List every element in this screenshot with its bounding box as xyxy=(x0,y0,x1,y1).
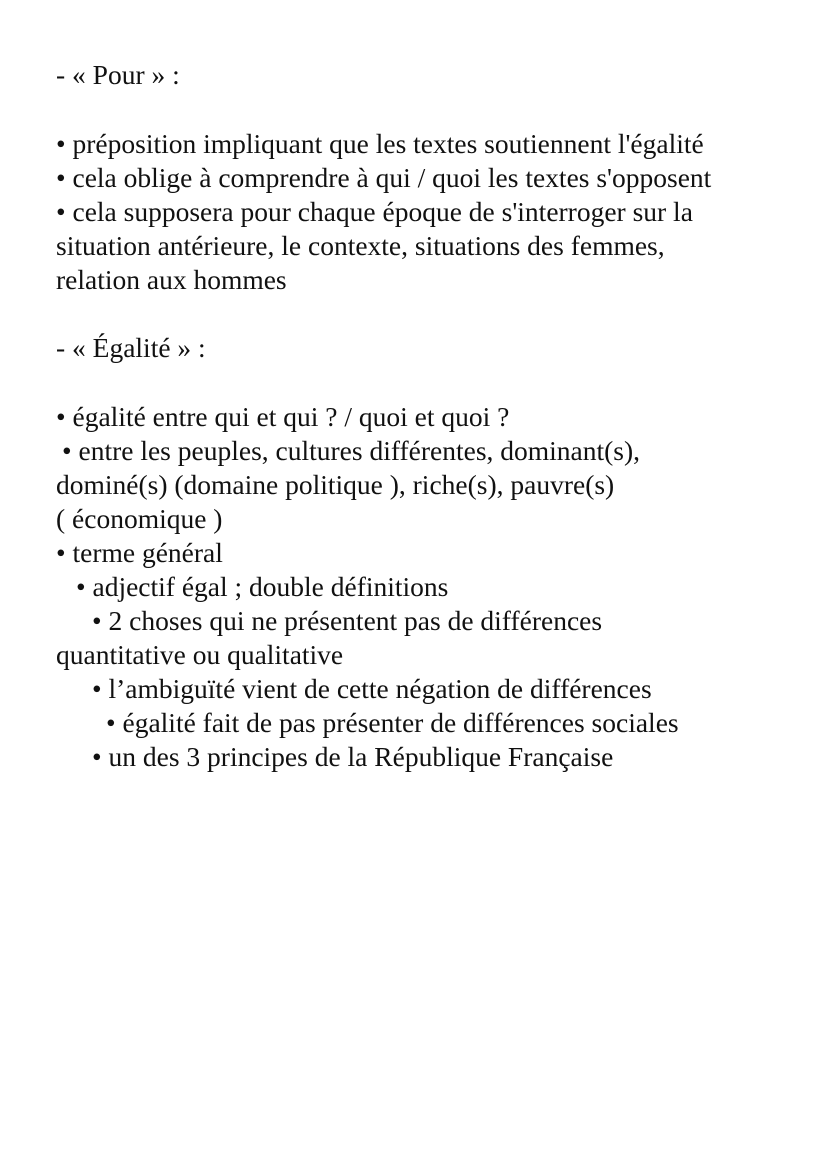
bullet-egalite-entre: • égalité entre qui et qui ? / quoi et quoi ? xyxy=(56,401,510,432)
bullet-oblige: • cela oblige à comprendre à qui / quoi les textes s'opposent xyxy=(56,162,712,193)
bullet-supposera-cont-1: situation antérieure, le contexte, situations des femmes, xyxy=(56,230,665,261)
bullet-supposera-cont-2: relation aux hommes xyxy=(56,264,287,295)
bullet-supposera: • cela supposera pour chaque époque de s'interroger sur la xyxy=(56,196,693,227)
bullet-preposition: • préposition impliquant que les textes soutiennent l'égalité xyxy=(56,128,704,159)
sub-bullet-principes: • un des 3 principes de la République Française xyxy=(92,741,614,772)
sub-bullet-deux-choses-cont: quantitative ou qualitative xyxy=(56,639,344,670)
heading-pour: - « Pour » : xyxy=(56,59,180,90)
bullet-terme-general: • terme général xyxy=(56,537,223,568)
sub-bullet-adjectif: • adjectif égal ; double définitions xyxy=(76,571,449,602)
sub-bullet-differences-sociales: • égalité fait de pas présenter de différences sociales xyxy=(106,707,679,738)
sub-bullet-peuples-cont-1: dominé(s) (domaine politique ), riche(s), pauvre(s) xyxy=(56,469,615,500)
heading-egalite: - « Égalité » : xyxy=(56,332,206,363)
sub-bullet-deux-choses: • 2 choses qui ne présentent pas de différences xyxy=(92,605,603,636)
sub-bullet-ambiguite: • l’ambiguïté vient de cette négation de différences xyxy=(92,673,652,704)
sub-bullet-peuples-cont-2: ( économique ) xyxy=(56,503,223,534)
sub-bullet-peuples: • entre les peuples, cultures différentes, dominant(s), xyxy=(62,435,641,466)
